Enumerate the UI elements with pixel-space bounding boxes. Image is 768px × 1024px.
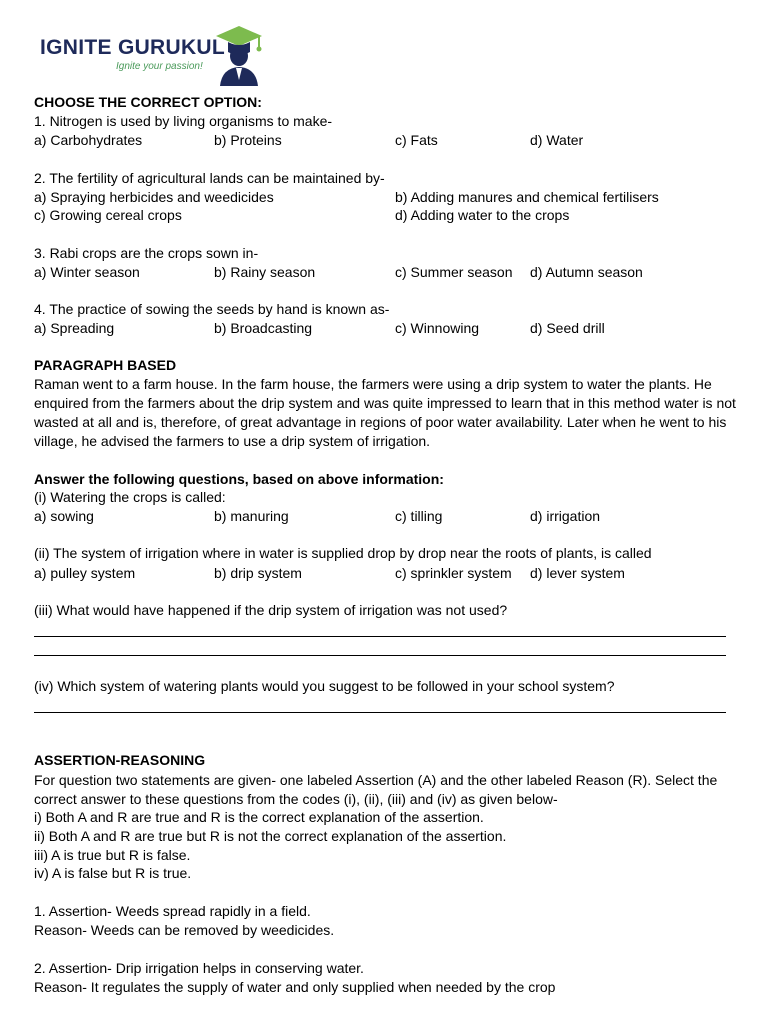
question-iii: (iii) What would have happened if the drip system of irrigation was not used? xyxy=(34,602,508,618)
paragraph-line: Raman went to a farm house. In the farm house, the farmers were using a drip system to water the plants. He xyxy=(34,376,712,392)
q4-option-a: a) Spreading xyxy=(34,320,115,336)
assertion-2: 2. Assertion- Drip irrigation helps in conserving water. xyxy=(34,960,364,976)
section-title-assertion: ASSERTION-REASONING xyxy=(34,752,206,768)
section-title-choose: CHOOSE THE CORRECT OPTION: xyxy=(34,94,262,110)
assertion-intro-line: For question two statements are given- one labeled Assertion (A) and the other labeled Reason (R). Select the xyxy=(34,772,718,788)
qi-option-d: d) irrigation xyxy=(530,508,601,524)
reason-2: Reason- It regulates the supply of water and only supplied when needed by the crop xyxy=(34,979,556,995)
instruction: Answer the following questions, based on above information: xyxy=(34,471,444,487)
qi-option-a: a) sowing xyxy=(34,508,94,524)
question-2: 2. The fertility of agricultural lands can be maintained by- xyxy=(34,170,385,186)
q3-option-d: d) Autumn season xyxy=(530,264,643,280)
brand-name: IGNITE GURUKUL xyxy=(40,36,226,59)
question-4: 4. The practice of sowing the seeds by hand is known as- xyxy=(34,301,390,317)
graduate-mascot-icon xyxy=(214,24,264,86)
question-3: 3. Rabi crops are the crops sown in- xyxy=(34,245,259,261)
qii-option-d: d) lever system xyxy=(530,565,625,581)
paragraph-line: wasted at all and is, therefore, of great advantage in regions of poor water availability. Later when he went to his xyxy=(34,414,727,430)
assertion-1: 1. Assertion- Weeds spread rapidly in a field. xyxy=(34,903,311,919)
q4-option-b: b) Broadcasting xyxy=(214,320,313,336)
question-1: 1. Nitrogen is used by living organisms to make- xyxy=(34,113,333,129)
q1-option-d: d) Water xyxy=(530,132,584,148)
answer-line[interactable] xyxy=(34,655,726,656)
q1-option-b: b) Proteins xyxy=(214,132,282,148)
question-ii: (ii) The system of irrigation where in water is supplied drop by drop near the roots of plants, is called xyxy=(34,545,652,561)
q4-option-d: d) Seed drill xyxy=(530,320,605,336)
qii-option-b: b) drip system xyxy=(214,565,302,581)
code-iii: iii) A is true but R is false. xyxy=(34,847,191,863)
q2-option-c: c) Growing cereal crops xyxy=(34,207,182,223)
q4-option-c: c) Winnowing xyxy=(395,320,480,336)
code-iv: iv) A is false but R is true. xyxy=(34,865,192,881)
qii-option-a: a) pulley system xyxy=(34,565,136,581)
q3-option-c: c) Summer season xyxy=(395,264,513,280)
q2-option-d: d) Adding water to the crops xyxy=(395,207,570,223)
answer-line[interactable] xyxy=(34,636,726,637)
question-i: (i) Watering the crops is called: xyxy=(34,489,226,505)
paragraph-line: village, he advised the farmers to use a drip system of irrigation. xyxy=(34,433,431,449)
q2-option-a: a) Spraying herbicides and weedicides xyxy=(34,189,274,205)
section-title-paragraph: PARAGRAPH BASED xyxy=(34,357,177,373)
q3-option-a: a) Winter season xyxy=(34,264,140,280)
assertion-intro-line: correct answer to these questions from the codes (i), (ii), (iii) and (iv) as given below- xyxy=(34,791,558,807)
qi-option-b: b) manuring xyxy=(214,508,289,524)
brand-tagline: Ignite your passion! xyxy=(116,61,203,72)
qi-option-c: c) tilling xyxy=(395,508,443,524)
q2-option-b: b) Adding manures and chemical fertilisers xyxy=(395,189,659,205)
q1-option-a: a) Carbohydrates xyxy=(34,132,143,148)
q3-option-b: b) Rainy season xyxy=(214,264,316,280)
logo xyxy=(38,24,268,90)
q1-option-c: c) Fats xyxy=(395,132,438,148)
question-iv: (iv) Which system of watering plants would you suggest to be followed in your school system? xyxy=(34,678,615,694)
code-i: i) Both A and R are true and R is the correct explanation of the assertion. xyxy=(34,809,484,825)
code-ii: ii) Both A and R are true but R is not the correct explanation of the assertion. xyxy=(34,828,507,844)
paragraph-line: enquired from the farmers about the drip system and was quite impressed to learn that in this method water is not xyxy=(34,395,736,411)
reason-1: Reason- Weeds can be removed by weedicides. xyxy=(34,922,335,938)
qii-option-c: c) sprinkler system xyxy=(395,565,512,581)
answer-line[interactable] xyxy=(34,712,726,713)
